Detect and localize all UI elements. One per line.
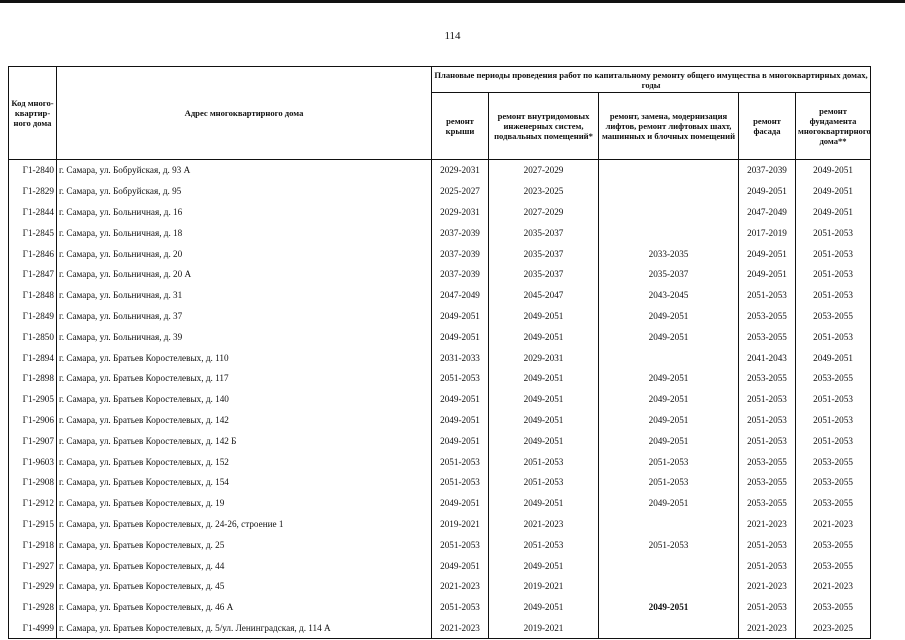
- cell-foundation: 2049-2051: [796, 160, 871, 181]
- header-roof: ремонт крыши: [432, 93, 489, 160]
- cell-roof: 2049-2051: [432, 410, 489, 431]
- cell-foundation: 2051-2053: [796, 243, 871, 264]
- cell-foundation: 2051-2053: [796, 430, 871, 451]
- cell-elevators: [599, 347, 739, 368]
- table-row: [9, 597, 871, 618]
- cell-foundation: 2051-2053: [796, 410, 871, 431]
- cell-foundation: 2049-2051: [796, 181, 871, 202]
- cell-roof: 2037-2039: [432, 264, 489, 285]
- cell-elevators: [599, 181, 739, 202]
- cell-foundation: 2021-2023: [796, 514, 871, 535]
- cell-roof: 2049-2051: [432, 389, 489, 410]
- cell-code: Г1-2898: [9, 368, 57, 389]
- cell-facade: 2053-2055: [739, 368, 796, 389]
- header-engineering: ремонт внутридомовых инженерных систем, подвальных помещений*: [489, 93, 599, 160]
- table-row: [9, 576, 871, 597]
- cell-engineering: 2023-2025: [489, 181, 599, 202]
- cell-address: г. Самара, ул. Больничная, д. 20: [57, 243, 432, 264]
- cell-roof: 2037-2039: [432, 222, 489, 243]
- cell-elevators: 2035-2037: [599, 264, 739, 285]
- table-row: [9, 326, 871, 347]
- cell-code: Г1-2845: [9, 222, 57, 243]
- cell-engineering: 2021-2023: [489, 514, 599, 535]
- table-row: [9, 160, 871, 181]
- table-row: [9, 451, 871, 472]
- cell-address: г. Самара, ул. Больничная, д. 31: [57, 285, 432, 306]
- cell-elevators: 2051-2053: [599, 472, 739, 493]
- cell-address: г. Самара, ул. Братьев Коростелевых, д. 44: [57, 555, 432, 576]
- cell-address: г. Самара, ул. Братьев Коростелевых, д. 154: [57, 472, 432, 493]
- top-border-line: [0, 0, 905, 3]
- cell-roof: 2049-2051: [432, 555, 489, 576]
- cell-roof: 2049-2051: [432, 493, 489, 514]
- cell-facade: 2049-2051: [739, 181, 796, 202]
- cell-facade: 2051-2053: [739, 597, 796, 618]
- table-row: [9, 202, 871, 223]
- cell-address: г. Самара, ул. Братьев Коростелевых, д. 142: [57, 410, 432, 431]
- cell-facade: 2053-2055: [739, 326, 796, 347]
- cell-code: Г1-9603: [9, 451, 57, 472]
- cell-elevators: 2049-2051: [599, 326, 739, 347]
- cell-engineering: 2049-2051: [489, 306, 599, 327]
- cell-foundation: 2053-2055: [796, 493, 871, 514]
- cell-code: Г1-2905: [9, 389, 57, 410]
- cell-facade: 2053-2055: [739, 493, 796, 514]
- header-foundation: ремонт фундамента многоквартирного дома**: [796, 93, 871, 160]
- cell-elevators: 2043-2045: [599, 285, 739, 306]
- cell-facade: 2021-2023: [739, 576, 796, 597]
- cell-facade: 2053-2055: [739, 306, 796, 327]
- cell-roof: 2051-2053: [432, 451, 489, 472]
- cell-facade: 2041-2043: [739, 347, 796, 368]
- table-row: [9, 618, 871, 639]
- cell-engineering: 2049-2051: [489, 326, 599, 347]
- cell-address: г. Самара, ул. Братьев Коростелевых, д. 24-26, строение 1: [57, 514, 432, 535]
- cell-engineering: 2049-2051: [489, 597, 599, 618]
- cell-roof: 2029-2031: [432, 202, 489, 223]
- table-row: [9, 181, 871, 202]
- cell-foundation: 2051-2053: [796, 285, 871, 306]
- cell-elevators: 2049-2051: [599, 389, 739, 410]
- cell-code: Г1-2915: [9, 514, 57, 535]
- cell-elevators: [599, 160, 739, 181]
- cell-code: Г1-2927: [9, 555, 57, 576]
- cell-address: г. Самара, ул. Братьев Коростелевых, д. 117: [57, 368, 432, 389]
- cell-foundation: 2023-2025: [796, 618, 871, 639]
- cell-address: г. Самара, ул. Братьев Коростелевых, д. 45: [57, 576, 432, 597]
- cell-roof: 2029-2031: [432, 160, 489, 181]
- table-row: [9, 285, 871, 306]
- cell-facade: 2021-2023: [739, 618, 796, 639]
- table-row: [9, 264, 871, 285]
- cell-facade: 2021-2023: [739, 514, 796, 535]
- cell-engineering: 2045-2047: [489, 285, 599, 306]
- cell-elevators: 2051-2053: [599, 451, 739, 472]
- table-row: [9, 430, 871, 451]
- header-code: Код много-квартир-ного дома: [9, 67, 57, 160]
- cell-elevators: [599, 618, 739, 639]
- cell-address: г. Самара, ул. Братьев Коростелевых, д. 25: [57, 534, 432, 555]
- table-row: [9, 306, 871, 327]
- cell-roof: 2049-2051: [432, 326, 489, 347]
- cell-roof: 2021-2023: [432, 618, 489, 639]
- cell-code: Г1-2849: [9, 306, 57, 327]
- cell-address: г. Самара, ул. Братьев Коростелевых, д. 46 А: [57, 597, 432, 618]
- table-row: [9, 243, 871, 264]
- cell-facade: 2047-2049: [739, 202, 796, 223]
- cell-foundation: 2053-2055: [796, 451, 871, 472]
- cell-engineering: 2049-2051: [489, 368, 599, 389]
- cell-code: Г1-2929: [9, 576, 57, 597]
- cell-engineering: 2051-2053: [489, 534, 599, 555]
- cell-code: Г1-4999: [9, 618, 57, 639]
- cell-roof: 2019-2021: [432, 514, 489, 535]
- table-row: [9, 472, 871, 493]
- cell-elevators: [599, 222, 739, 243]
- cell-engineering: 2019-2021: [489, 618, 599, 639]
- cell-roof: 2051-2053: [432, 368, 489, 389]
- cell-elevators: 2049-2051: [599, 410, 739, 431]
- cell-foundation: 2049-2051: [796, 347, 871, 368]
- table-row: [9, 555, 871, 576]
- cell-address: г. Самара, ул. Братьев Коростелевых, д. 152: [57, 451, 432, 472]
- cell-code: Г1-2847: [9, 264, 57, 285]
- cell-address: г. Самара, ул. Братьев Коростелевых, д. 110: [57, 347, 432, 368]
- cell-foundation: 2053-2055: [796, 597, 871, 618]
- header-address: Адрес многоквартирного дома: [57, 67, 432, 160]
- cell-engineering: 2027-2029: [489, 202, 599, 223]
- cell-roof: 2031-2033: [432, 347, 489, 368]
- cell-foundation: 2053-2055: [796, 368, 871, 389]
- cell-roof: 2049-2051: [432, 430, 489, 451]
- cell-foundation: 2021-2023: [796, 576, 871, 597]
- cell-address: г. Самара, ул. Больничная, д. 37: [57, 306, 432, 327]
- cell-code: Г1-2906: [9, 410, 57, 431]
- cell-facade: 2053-2055: [739, 451, 796, 472]
- cell-engineering: 2051-2053: [489, 472, 599, 493]
- cell-code: Г1-2850: [9, 326, 57, 347]
- cell-address: г. Самара, ул. Больничная, д. 20 А: [57, 264, 432, 285]
- cell-facade: 2053-2055: [739, 472, 796, 493]
- cell-address: г. Самара, ул. Братьев Коростелевых, д. 142 Б: [57, 430, 432, 451]
- cell-foundation: 2051-2053: [796, 222, 871, 243]
- cell-elevators: [599, 202, 739, 223]
- cell-elevators: 2049-2051: [599, 597, 739, 618]
- cell-code: Г1-2840: [9, 160, 57, 181]
- table-row: [9, 347, 871, 368]
- cell-address: г. Самара, ул. Бобруйская, д. 93 А: [57, 160, 432, 181]
- header-elevators: ремонт, замена, модернизация лифтов, ремонт лифтовых шахт, машинных и блочных помещений: [599, 93, 739, 160]
- cell-foundation: 2053-2055: [796, 555, 871, 576]
- cell-engineering: 2029-2031: [489, 347, 599, 368]
- cell-code: Г1-2907: [9, 430, 57, 451]
- cell-elevators: 2049-2051: [599, 306, 739, 327]
- cell-foundation: 2053-2055: [796, 472, 871, 493]
- cell-foundation: 2051-2053: [796, 326, 871, 347]
- cell-address: г. Самара, ул. Бобруйская, д. 95: [57, 181, 432, 202]
- cell-facade: 2051-2053: [739, 389, 796, 410]
- cell-engineering: 2027-2029: [489, 160, 599, 181]
- table-row: [9, 222, 871, 243]
- cell-roof: 2025-2027: [432, 181, 489, 202]
- cell-engineering: 2049-2051: [489, 410, 599, 431]
- cell-foundation: 2053-2055: [796, 306, 871, 327]
- cell-roof: 2051-2053: [432, 472, 489, 493]
- cell-elevators: [599, 514, 739, 535]
- cell-address: г. Самара, ул. Больничная, д. 16: [57, 202, 432, 223]
- cell-code: Г1-2918: [9, 534, 57, 555]
- cell-engineering: 2049-2051: [489, 555, 599, 576]
- cell-facade: 2051-2053: [739, 430, 796, 451]
- cell-elevators: 2049-2051: [599, 493, 739, 514]
- table-body: [9, 160, 871, 639]
- cell-facade: 2049-2051: [739, 243, 796, 264]
- table-row: [9, 493, 871, 514]
- cell-engineering: 2035-2037: [489, 222, 599, 243]
- cell-engineering: 2049-2051: [489, 493, 599, 514]
- cell-facade: 2051-2053: [739, 534, 796, 555]
- cell-engineering: 2049-2051: [489, 430, 599, 451]
- cell-roof: 2051-2053: [432, 597, 489, 618]
- cell-facade: 2017-2019: [739, 222, 796, 243]
- capital-repair-table: [8, 66, 871, 639]
- cell-roof: 2051-2053: [432, 534, 489, 555]
- cell-code: Г1-2829: [9, 181, 57, 202]
- table-row: [9, 389, 871, 410]
- cell-code: Г1-2848: [9, 285, 57, 306]
- cell-elevators: [599, 576, 739, 597]
- cell-address: г. Самара, ул. Больничная, д. 39: [57, 326, 432, 347]
- cell-roof: 2049-2051: [432, 306, 489, 327]
- table-row: [9, 410, 871, 431]
- header-facade: ремонт фасада: [739, 93, 796, 160]
- cell-address: г. Самара, ул. Братьев Коростелевых, д. 5/ул. Ленинградская, д. 114 А: [57, 618, 432, 639]
- cell-elevators: 2051-2053: [599, 534, 739, 555]
- cell-foundation: 2051-2053: [796, 264, 871, 285]
- cell-address: г. Самара, ул. Больничная, д. 18: [57, 222, 432, 243]
- cell-facade: 2037-2039: [739, 160, 796, 181]
- cell-elevators: 2049-2051: [599, 430, 739, 451]
- cell-facade: 2051-2053: [739, 285, 796, 306]
- cell-code: Г1-2844: [9, 202, 57, 223]
- header-row-top: [9, 67, 871, 93]
- cell-address: г. Самара, ул. Братьев Коростелевых, д. 140: [57, 389, 432, 410]
- cell-foundation: 2049-2051: [796, 202, 871, 223]
- cell-roof: 2021-2023: [432, 576, 489, 597]
- cell-code: Г1-2912: [9, 493, 57, 514]
- cell-facade: 2051-2053: [739, 410, 796, 431]
- cell-engineering: 2051-2053: [489, 451, 599, 472]
- cell-address: г. Самара, ул. Братьев Коростелевых, д. 19: [57, 493, 432, 514]
- table-row: [9, 534, 871, 555]
- cell-elevators: [599, 555, 739, 576]
- cell-elevators: 2033-2035: [599, 243, 739, 264]
- cell-engineering: 2035-2037: [489, 264, 599, 285]
- cell-engineering: 2049-2051: [489, 389, 599, 410]
- cell-roof: 2037-2039: [432, 243, 489, 264]
- cell-code: Г1-2894: [9, 347, 57, 368]
- cell-engineering: 2019-2021: [489, 576, 599, 597]
- table-row: [9, 368, 871, 389]
- table-row: [9, 514, 871, 535]
- cell-elevators: 2049-2051: [599, 368, 739, 389]
- cell-foundation: 2053-2055: [796, 534, 871, 555]
- cell-facade: 2049-2051: [739, 264, 796, 285]
- cell-code: Г1-2846: [9, 243, 57, 264]
- cell-facade: 2051-2053: [739, 555, 796, 576]
- header-periods: Плановые периоды проведения работ по капитальному ремонту общего имущества в многоквартирных домах, годы: [432, 67, 871, 93]
- cell-roof: 2047-2049: [432, 285, 489, 306]
- cell-code: Г1-2908: [9, 472, 57, 493]
- cell-foundation: 2051-2053: [796, 389, 871, 410]
- page-number: 114: [444, 30, 461, 42]
- cell-code: Г1-2928: [9, 597, 57, 618]
- cell-engineering: 2035-2037: [489, 243, 599, 264]
